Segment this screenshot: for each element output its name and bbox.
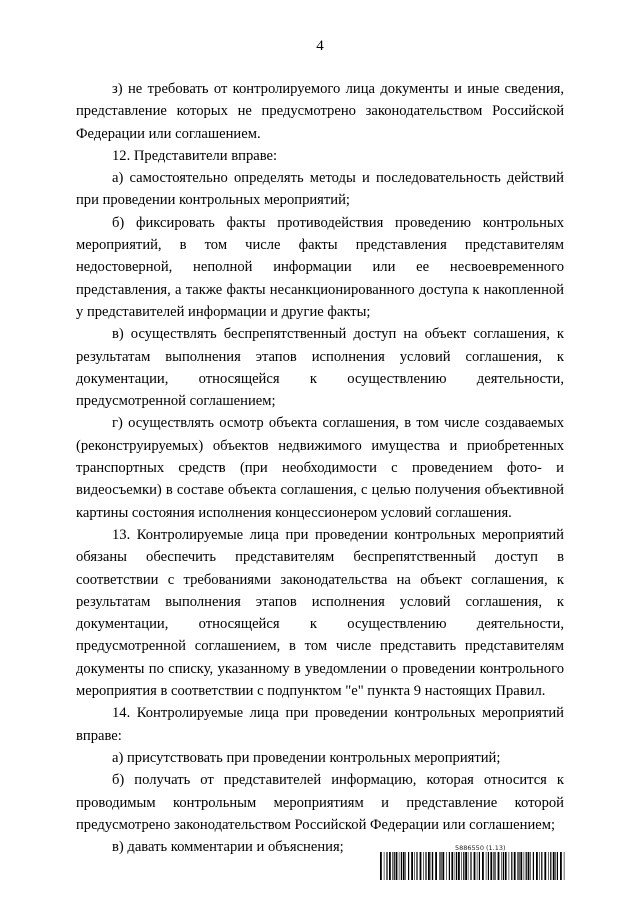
document-body <box>76 78 564 858</box>
barcode-icon <box>380 852 565 880</box>
paragraph-12: 12. Представители вправе: <box>112 147 278 164</box>
paragraph-12g: г) осуществлять осмотр объекта соглашения, в том числе создаваемых (реконструируемых) объектов недвижимого имущества и приобретенных транспортных средств (при необходимости с проведением фото- и видеосъемки) в составе объекта соглашения, с целью получения объективной картины состояния исполнения концессионером условий соглашения. <box>76 415 564 521</box>
paragraph-14b: б) получать от представителей информацию, которая относится к проводимым контрольным мероприятиям и представление которой предусмотрено законодательством Российской Федерации или соглашением; <box>76 772 564 833</box>
document-code: 5886550 (1.13) <box>455 844 506 852</box>
paragraph-14a: а) присутствовать при проведении контрольных мероприятий; <box>112 749 501 766</box>
page-number: 4 <box>316 38 324 54</box>
paragraph-12a: а) самостоятельно определять методы и последовательность действий при проведении контрольных мероприятий; <box>76 170 564 209</box>
paragraph-14v: в) давать комментарии и объяснения; <box>112 839 344 856</box>
paragraph-12v: в) осуществлять беспрепятственный доступ на объект соглашения, к результатам выполнения этапов исполнения условий соглашения, к документации, относящейся к осуществлению деятельности, предусмотренной соглашением; <box>76 326 564 410</box>
paragraph-13: 13. Контролируемые лица при проведении контрольных мероприятий обязаны обеспечить представителям беспрепятственный доступ в соответствии с требованиями законодательства на объект соглашения, к результатам выполнения этапов исполнения условий соглашения, к документации, относящейся к осуществлению деятельности, предусмотренной соглашением, в том числе представить представителям документы по списку, указанному в уведомлении о проведении контрольного мероприятия в соответствии с подпунктом "е" пункта 9 настоящих Правил. <box>76 526 564 700</box>
paragraph-z: з) не требовать от контролируемого лица документы и иные сведения, представление которых не предусмотрено законодательством Российской Федерации или соглашением. <box>76 81 564 142</box>
paragraph-12b: б) фиксировать факты противодействия проведению контрольных мероприятий, в том числе факты представления представителям недостоверной, неполной информации или ее несвоевременного представления, а также факты несанкционированного доступа к накопленной у представителей информации и другие факты; <box>76 214 564 320</box>
paragraph-14: 14. Контролируемые лица при проведении контрольных мероприятий вправе: <box>76 705 564 744</box>
